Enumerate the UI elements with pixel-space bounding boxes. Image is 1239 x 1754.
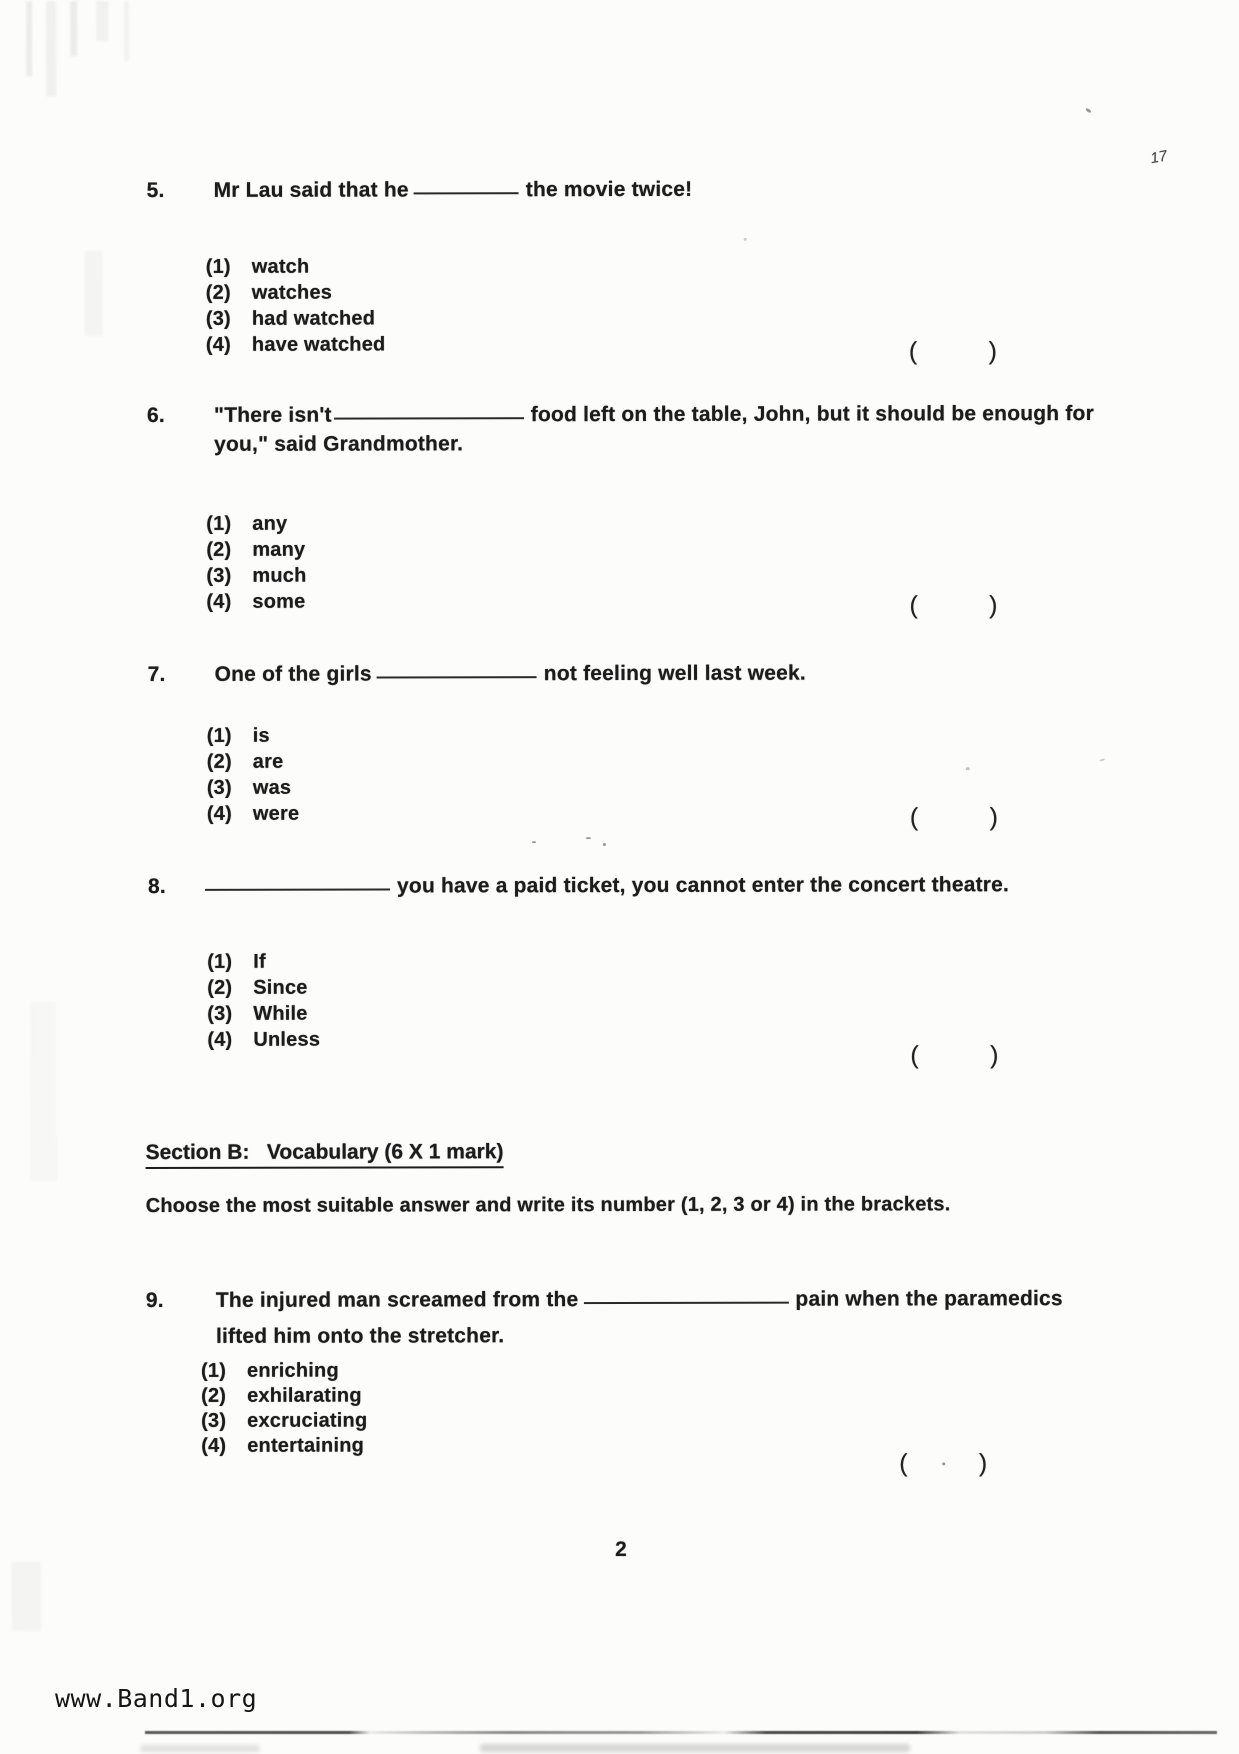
noise-dot bbox=[1085, 108, 1092, 114]
question-7-options bbox=[207, 723, 300, 827]
question-7-answer-brackets bbox=[910, 803, 998, 832]
bracket-open: ( bbox=[899, 1449, 908, 1478]
noise-dot bbox=[966, 767, 970, 770]
option-text: any bbox=[252, 512, 288, 535]
option-text: some bbox=[252, 590, 306, 613]
option-3 bbox=[207, 775, 299, 801]
option-4 bbox=[207, 1027, 320, 1053]
option-number: (3) bbox=[207, 1002, 233, 1025]
option-text: watch bbox=[251, 255, 310, 278]
bottom-smudge bbox=[140, 1745, 260, 1752]
section-b-heading: Section B: Vocabulary (6 X 1 mark) bbox=[146, 1140, 504, 1169]
option-1 bbox=[201, 1359, 367, 1384]
bracket-close: ) bbox=[990, 1041, 999, 1070]
option-text: Since bbox=[253, 976, 308, 999]
answer-blank bbox=[205, 886, 390, 890]
footer-watermark: www.Band1.org bbox=[55, 1684, 258, 1713]
option-number: (3) bbox=[205, 307, 231, 330]
bracket-close: ) bbox=[988, 337, 997, 366]
option-text: have watched bbox=[251, 333, 386, 356]
noise-dot bbox=[586, 837, 591, 839]
option-4 bbox=[201, 1434, 367, 1459]
scan-streak bbox=[11, 1561, 41, 1631]
bracket-open: ( bbox=[910, 1041, 919, 1070]
question-8-options bbox=[207, 949, 320, 1053]
question-7-number: 7. bbox=[147, 662, 166, 686]
option-number: (1) bbox=[205, 255, 231, 278]
question-6-answer-brackets bbox=[909, 591, 997, 620]
option-number: (2) bbox=[206, 750, 232, 773]
option-number: (3) bbox=[206, 776, 232, 799]
question-9-number: 9. bbox=[145, 1288, 164, 1312]
option-number: (1) bbox=[206, 512, 232, 535]
question-9-stem bbox=[216, 1287, 1063, 1313]
bracket-close: ) bbox=[989, 803, 998, 832]
option-text: much bbox=[252, 564, 307, 587]
corner-scribble-mark: 17 bbox=[1149, 147, 1169, 168]
option-text: is bbox=[252, 724, 270, 747]
option-number: (4) bbox=[201, 1434, 227, 1457]
stem-text-after: the movie twice! bbox=[525, 177, 693, 202]
stem-text-before: One of the girls bbox=[214, 662, 372, 686]
option-text: were bbox=[252, 802, 300, 825]
bottom-scan-line bbox=[145, 1731, 1217, 1734]
noise-dot bbox=[603, 843, 606, 846]
option-number: (3) bbox=[206, 564, 232, 587]
option-number: (1) bbox=[201, 1359, 227, 1382]
option-number: (3) bbox=[201, 1409, 227, 1432]
option-text: exhilarating bbox=[247, 1384, 362, 1407]
option-text: entertaining bbox=[247, 1434, 365, 1457]
option-3 bbox=[206, 305, 386, 331]
question-8-answer-brackets bbox=[910, 1041, 998, 1070]
option-number: (2) bbox=[207, 976, 233, 999]
bracket-close: ) bbox=[978, 1449, 988, 1478]
option-number: (4) bbox=[206, 802, 232, 825]
option-1 bbox=[206, 511, 306, 537]
scan-streak bbox=[26, 1, 32, 76]
question-6-stem bbox=[214, 402, 1094, 428]
scan-streak bbox=[124, 1, 129, 61]
bracket-open: ( bbox=[908, 337, 918, 366]
option-number: (1) bbox=[206, 724, 232, 747]
question-6-stem-line2: you," said Grandmother. bbox=[214, 432, 464, 456]
option-4 bbox=[206, 589, 306, 615]
question-9-options bbox=[201, 1359, 367, 1459]
option-text: was bbox=[252, 776, 292, 799]
option-2 bbox=[201, 1384, 367, 1409]
option-1 bbox=[207, 949, 320, 975]
question-5-number: 5. bbox=[146, 178, 165, 202]
answer-blank bbox=[583, 1300, 788, 1304]
option-text: many bbox=[252, 538, 306, 561]
answer-blank bbox=[334, 415, 524, 419]
option-number: (2) bbox=[205, 281, 231, 304]
scan-streak bbox=[70, 1, 77, 56]
option-text: excruciating bbox=[247, 1409, 368, 1432]
bottom-smudge bbox=[480, 1744, 910, 1752]
answer-blank bbox=[414, 190, 519, 194]
option-3 bbox=[207, 1001, 320, 1027]
option-number: (4) bbox=[207, 1028, 233, 1051]
option-text: While bbox=[253, 1002, 308, 1025]
option-2 bbox=[206, 537, 306, 563]
scan-streak bbox=[46, 1, 56, 96]
bracket-open: ( bbox=[909, 803, 919, 832]
noise-dot bbox=[532, 841, 536, 843]
scan-streak bbox=[85, 251, 103, 336]
stem-text-after: pain when the paramedics bbox=[795, 1287, 1063, 1311]
bracket-open: ( bbox=[909, 591, 918, 620]
option-4 bbox=[206, 331, 386, 357]
option-number: (4) bbox=[205, 333, 231, 356]
option-number: (4) bbox=[206, 590, 232, 613]
question-6-options bbox=[206, 511, 306, 615]
question-8-stem bbox=[205, 873, 1009, 899]
option-2 bbox=[207, 975, 320, 1001]
bracket-close: ) bbox=[989, 591, 998, 620]
question-5-answer-brackets bbox=[909, 337, 997, 366]
option-text: are bbox=[252, 750, 284, 773]
noise-dot bbox=[744, 238, 747, 241]
question-6-number: 6. bbox=[147, 403, 165, 427]
question-8-number: 8. bbox=[147, 874, 166, 898]
question-5-stem bbox=[214, 178, 693, 203]
page-number: 2 bbox=[615, 1537, 627, 1562]
option-4 bbox=[207, 801, 299, 827]
question-7-stem bbox=[215, 662, 806, 687]
answer-blank bbox=[377, 674, 537, 678]
question-9-stem-line2: lifted him onto the stretcher. bbox=[215, 1324, 505, 1348]
stem-text-after: food left on the table, John, but it should be enough for bbox=[530, 402, 1094, 427]
stem-text-before: The injured man screamed from the bbox=[215, 1288, 579, 1312]
option-text: enriching bbox=[247, 1359, 339, 1382]
option-number: (1) bbox=[207, 950, 233, 973]
stem-text-after: you have a paid ticket, you cannot enter the concert theatre. bbox=[396, 873, 1010, 898]
section-b-instruction: Choose the most suitable answer and write its number (1, 2, 3 or 4) in the brackets. bbox=[145, 1193, 951, 1217]
option-3 bbox=[201, 1409, 367, 1434]
option-number: (2) bbox=[201, 1384, 227, 1407]
stem-text-before: Mr Lau said that he bbox=[213, 178, 409, 202]
question-5-options bbox=[206, 253, 386, 357]
option-2 bbox=[206, 279, 386, 305]
option-text: If bbox=[253, 950, 266, 973]
option-1 bbox=[207, 723, 299, 749]
noise-dot bbox=[1100, 758, 1105, 762]
scan-streak bbox=[30, 1001, 56, 1181]
scan-streak bbox=[96, 1, 108, 41]
option-text: had watched bbox=[251, 307, 376, 330]
option-text: watches bbox=[251, 281, 333, 304]
noise-dot bbox=[942, 1462, 945, 1465]
option-1 bbox=[206, 253, 386, 279]
option-2 bbox=[207, 749, 299, 775]
question-9-answer-brackets bbox=[899, 1449, 987, 1478]
option-3 bbox=[206, 563, 306, 589]
option-number: (2) bbox=[206, 538, 232, 561]
stem-text-before: "There isn't bbox=[214, 403, 332, 427]
stem-text-after: not feeling well last week. bbox=[543, 661, 806, 686]
option-text: Unless bbox=[253, 1028, 321, 1051]
